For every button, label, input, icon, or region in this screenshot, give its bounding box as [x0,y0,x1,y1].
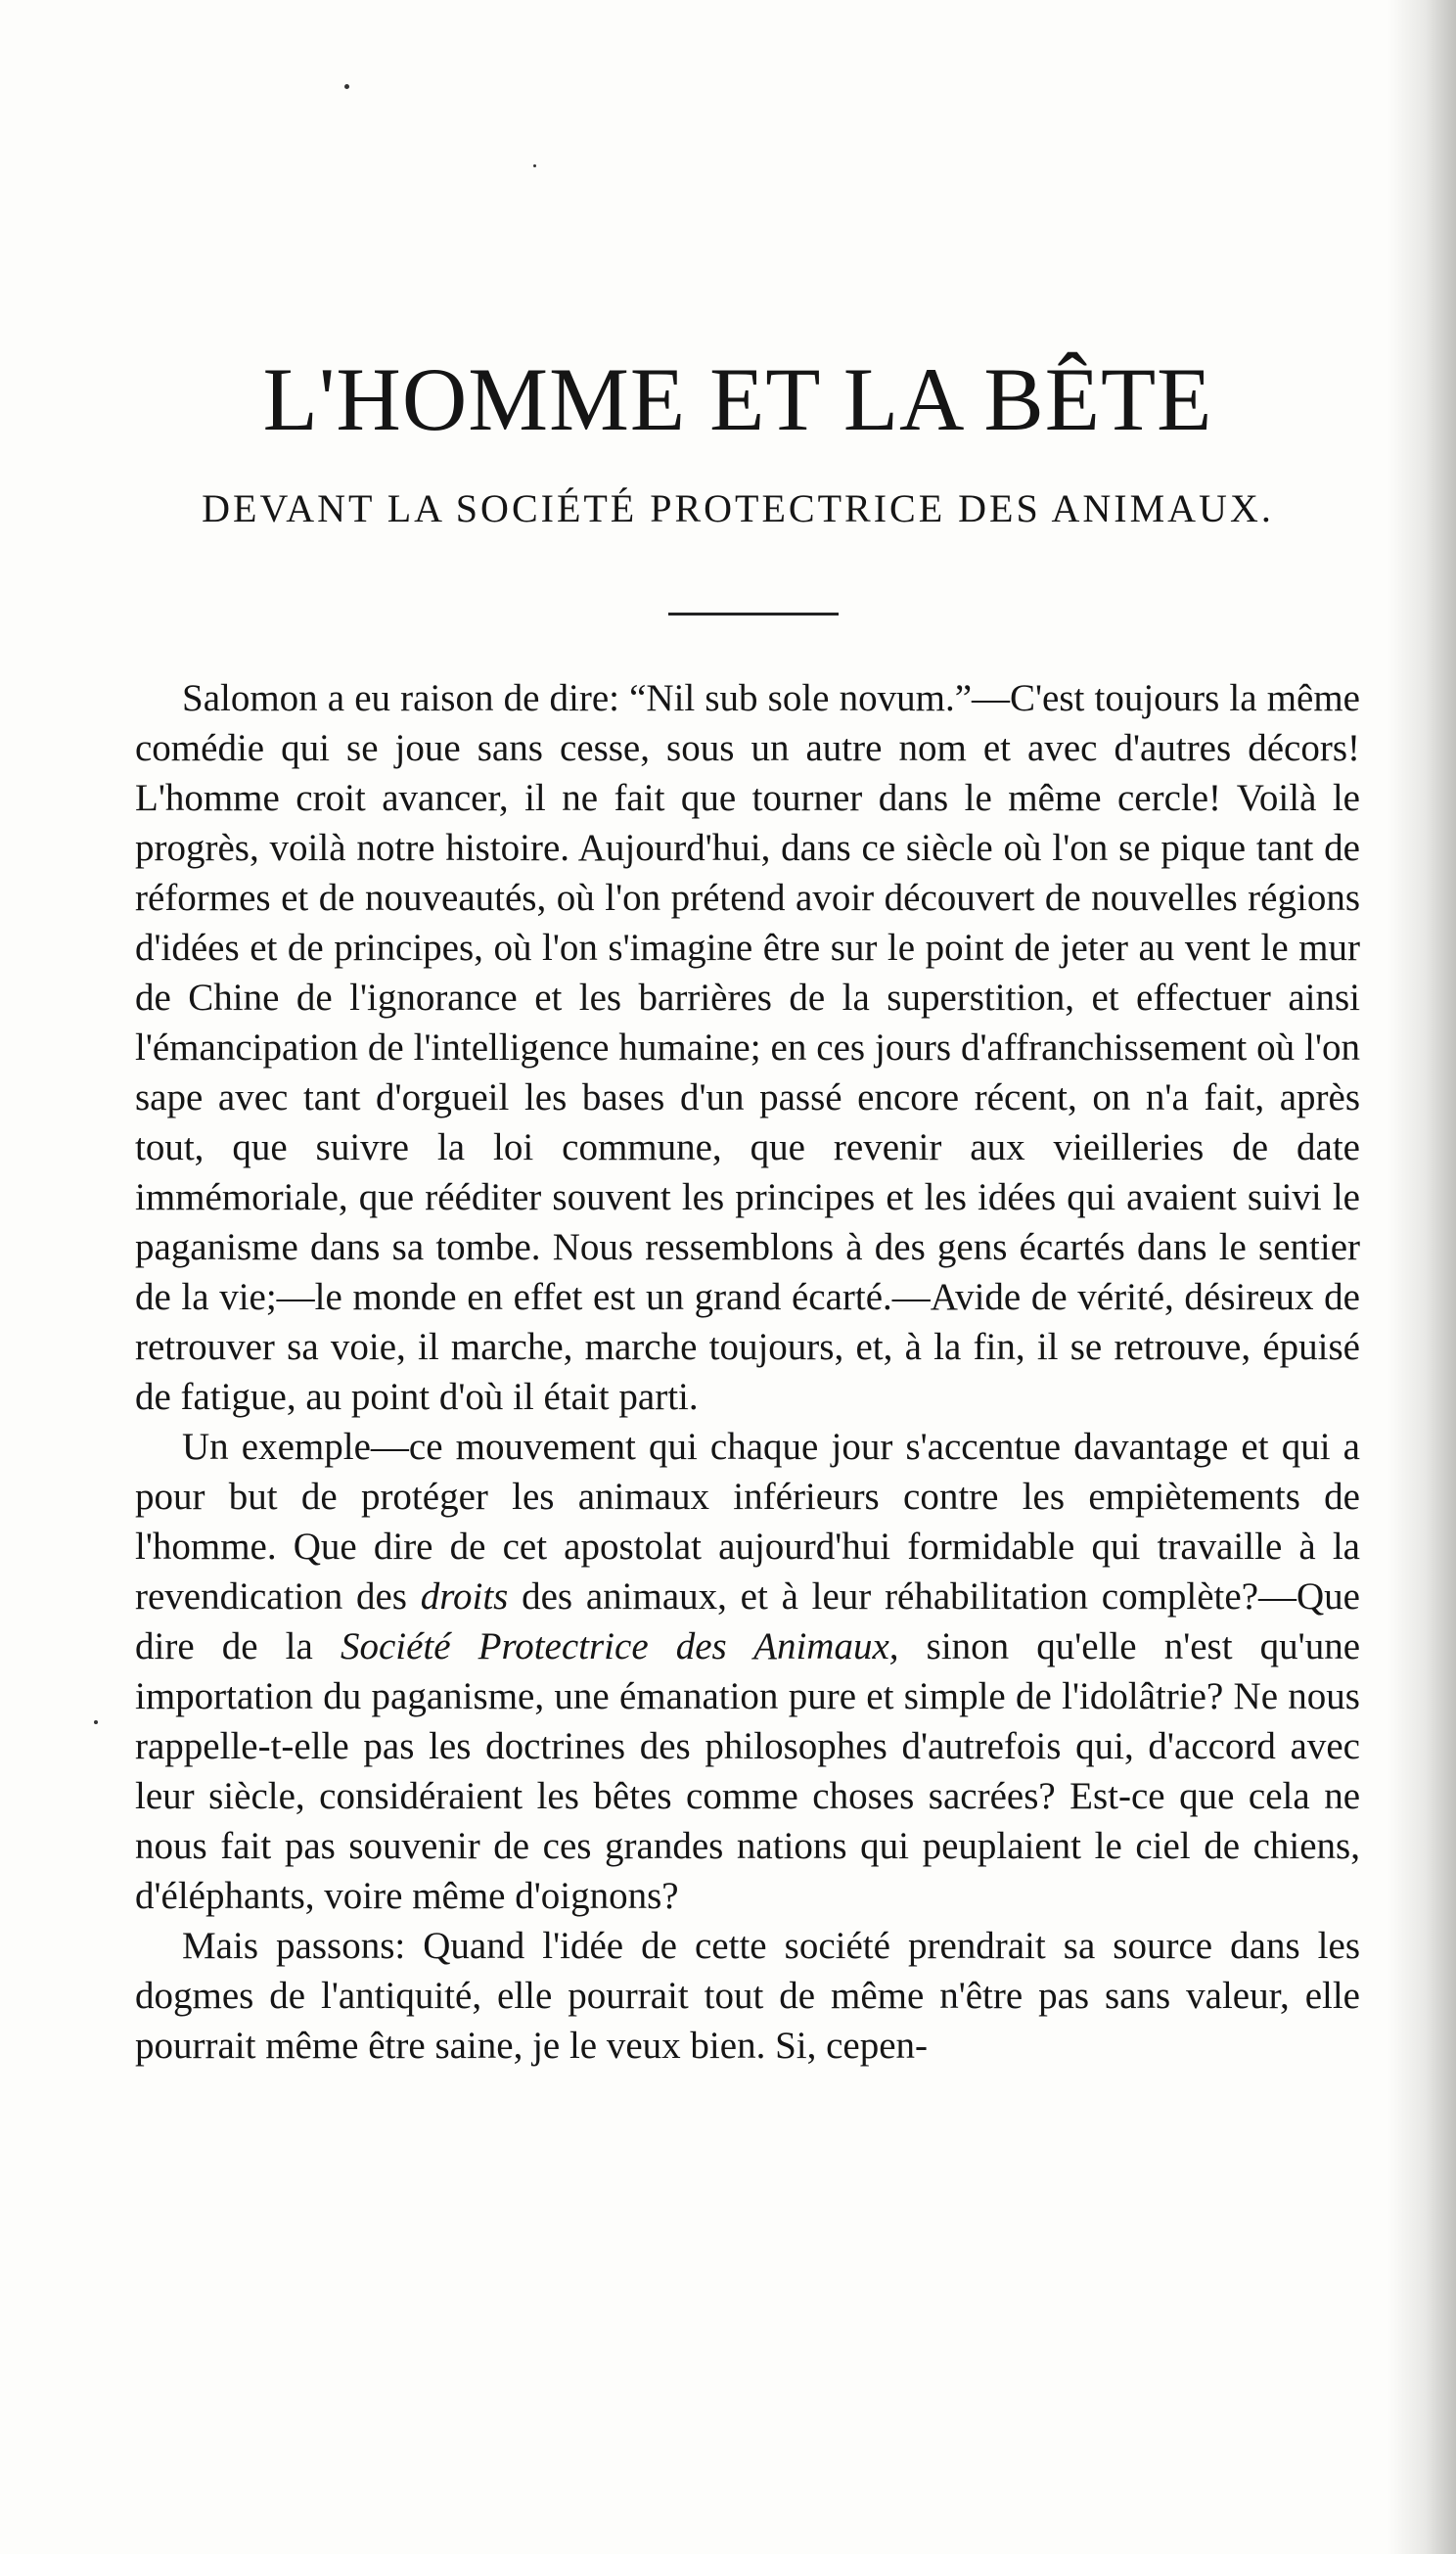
ink-speck [344,84,349,89]
body-text [135,673,1360,2071]
italic-text: droits [420,1575,509,1618]
paragraph [135,1921,1360,2071]
paragraph [135,1422,1360,1921]
paragraph-text: des animaux, et à leur réhabilitation complète?—Que dire de la [135,1575,1360,1667]
paragraph-text: Mais passons: Quand l'idée de cette société prendrait sa source dans les dogmes de l'antiquité, elle pourrait tout de même n'être pas sans valeur, elle pourrait même être saine, je le veux bien. Si, cepen- [135,1925,1360,2067]
paragraph-text: sinon qu'elle n'est qu'une importation du paganisme, une émanation pure et simple de l'idolâtrie? Ne nous rappelle-t-elle pas les doctrines des philosophes d'autrefois qui, d'accord avec leur siècle, considéraient les bêtes comme choses sacrées? Est-ce que cela ne nous fait pas souvenir de ces grandes nations qui peuplaient le ciel de chiens, d'éléphants, voire même d'oignons? [135,1625,1360,1917]
paragraph [135,673,1360,1422]
title-divider [668,613,839,616]
page-subtitle: DEVANT LA SOCIÉTÉ PROTECTRICE DES ANIMAUX. [202,486,1274,530]
ink-speck [533,164,536,167]
page-title: L'HOMME ET LA BÊTE [262,349,1213,449]
paragraph-text: Un exemple—ce mouvement qui chaque jour s'accentue davantage et qui a pour but de protéger les animaux inférieurs contre les empiètements de l'homme. Que dire de cet apostolat aujourd'hui formidable qui travaille à la revendication des [135,1426,1360,1618]
italic-text: Société Protectrice des Animaux, [340,1625,899,1667]
ink-speck [94,1720,98,1724]
paragraph-text: Salomon a eu raison de dire: “Nil sub sole novum.”—C'est toujours la même comédie qui se joue sans cesse, sous un autre nom et avec d'autres décors! L'homme croit avancer, il ne fait que tourner dans le même cercle! Voilà le progrès, voilà notre histoire. Aujourd'hui, dans ce siècle où l'on se pique tant de réformes et de nouveautés, où l'on prétend avoir découvert de nouvelles régions d'idées et de principes, où l'on s'imagine être sur le point de jeter au vent le mur de Chine de l'ignorance et les barrières de la superstition, et effectuer ainsi l'émancipation de l'intelligence humaine; en ces jours d'affranchissement où l'on sape avec tant d'orgueil les bases d'un passé encore récent, on n'a fait, après tout, que suivre la loi commune, que revenir aux vieilleries de date immémoriale, que rééditer souvent les principes et les idées qui avaient suivi le paganisme dans sa tombe. Nous ressemblons à des gens écartés dans le sentier de la vie;—le monde en effet est un grand écarté.—Avide de vérité, désireux de retrouver sa voie, il marche, marche toujours, et, à la fin, il se retrouve, épuisé de fatigue, au point d'où il était parti. [135,677,1360,1418]
